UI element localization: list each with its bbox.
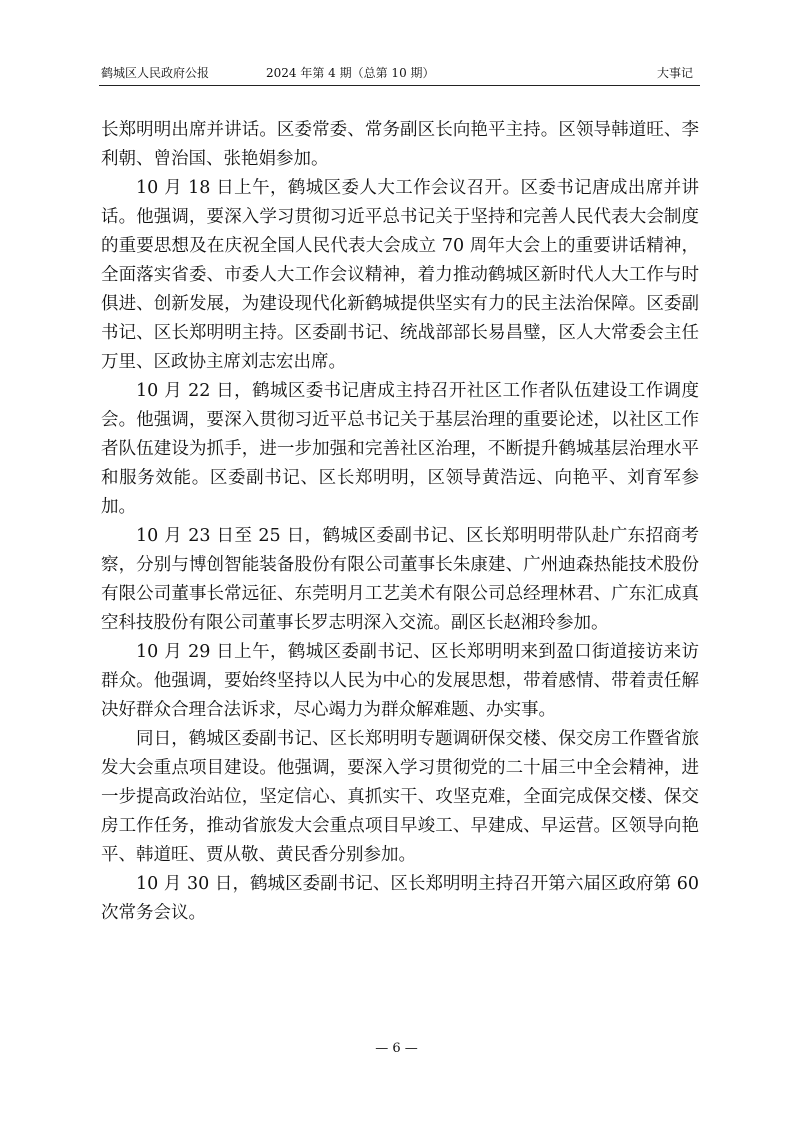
paragraph: 10 月 18 日上午，鹤城区委人大工作会议召开。区委书记唐成出席并讲话。他强调，要深入学习贯彻习近平总书记关于坚持和完善人民代表大会制度的重要思想及在庆祝全国人民代表大会成立 70 周年大会上的重要讲话精神，全面落实省委、市委人大工作会议精神，着力推动鹤城区新时代人大工作与时俱进、创新发展，为建设现代化新鹤城提供坚实有力的民主法治保障。区委副书记、区长郑明明主持。区委副书记、统战部部长易昌璧，区人大常委会主任万里、区政协主席刘志宏出席。 [101, 178, 699, 372]
header-rule [99, 85, 700, 86]
publication-title: 鹤城区人民政府公报 [101, 66, 210, 80]
paragraph: 10 月 30 日，鹤城区委副书记、区长郑明明主持召开第六届区政府第 60 次常务会议。 [101, 874, 699, 923]
paragraph: 同日，鹤城区委副书记、区长郑明明专题调研保交楼、保交房工作暨省旅发大会重点项目建设。他强调，要深入学习贯彻党的二十届三中全会精神，进一步提高政治站位，坚定信心、真抓实干、攻坚克难，全面完成保交楼、保交房工作任务，推动省旅发大会重点项目早竣工、早建成、早运营。区领导向艳平、韩道旺、贾从敬、黄民香分别参加。 [101, 729, 699, 865]
section-title: 大事记 [656, 66, 693, 80]
paragraph: 10 月 23 日至 25 日，鹤城区委副书记、区长郑明明带队赴广东招商考察，分别与博创智能装备股份有限公司董事长朱康建、广州迪森热能技术股份有限公司董事长常远征、东莞明月工艺美术有限公司总经理林君、广东汇成真空科技股份有限公司董事长罗志明深入交流。副区长赵湘玲参加。 [101, 526, 699, 633]
page-number: — 6 — [375, 1041, 418, 1056]
paragraph: 10 月 22 日，鹤城区委书记唐成主持召开社区工作者队伍建设工作调度会。他强调，要深入贯彻习近平总书记关于基层治理的重要论述，以社区工作者队伍建设为抓手，进一步加强和完善社区治理，不断提升鹤城基层治理水平和服务效能。区委副书记、区长郑明明，区领导黄浩远、向艳平、刘育军参加。 [101, 381, 699, 517]
issue-number: 2024 年第 4 期（总第 10 期） [266, 66, 435, 80]
paragraph: 10 月 29 日上午，鹤城区委副书记、区长郑明明来到盈口街道接访来访群众。他强调，要始终坚持以人民为中心的发展思想，带着感情、带着责任解决好群众合理合法诉求，尽心竭力为群众解难题、办实事。 [101, 642, 699, 720]
paragraph-continued: 长郑明明出席并讲话。区委常委、常务副区长向艳平主持。区领导韩道旺、李利朝、曾治国、张艳娟参加。 [101, 120, 699, 169]
article-body [101, 116, 699, 928]
running-header [101, 64, 699, 82]
